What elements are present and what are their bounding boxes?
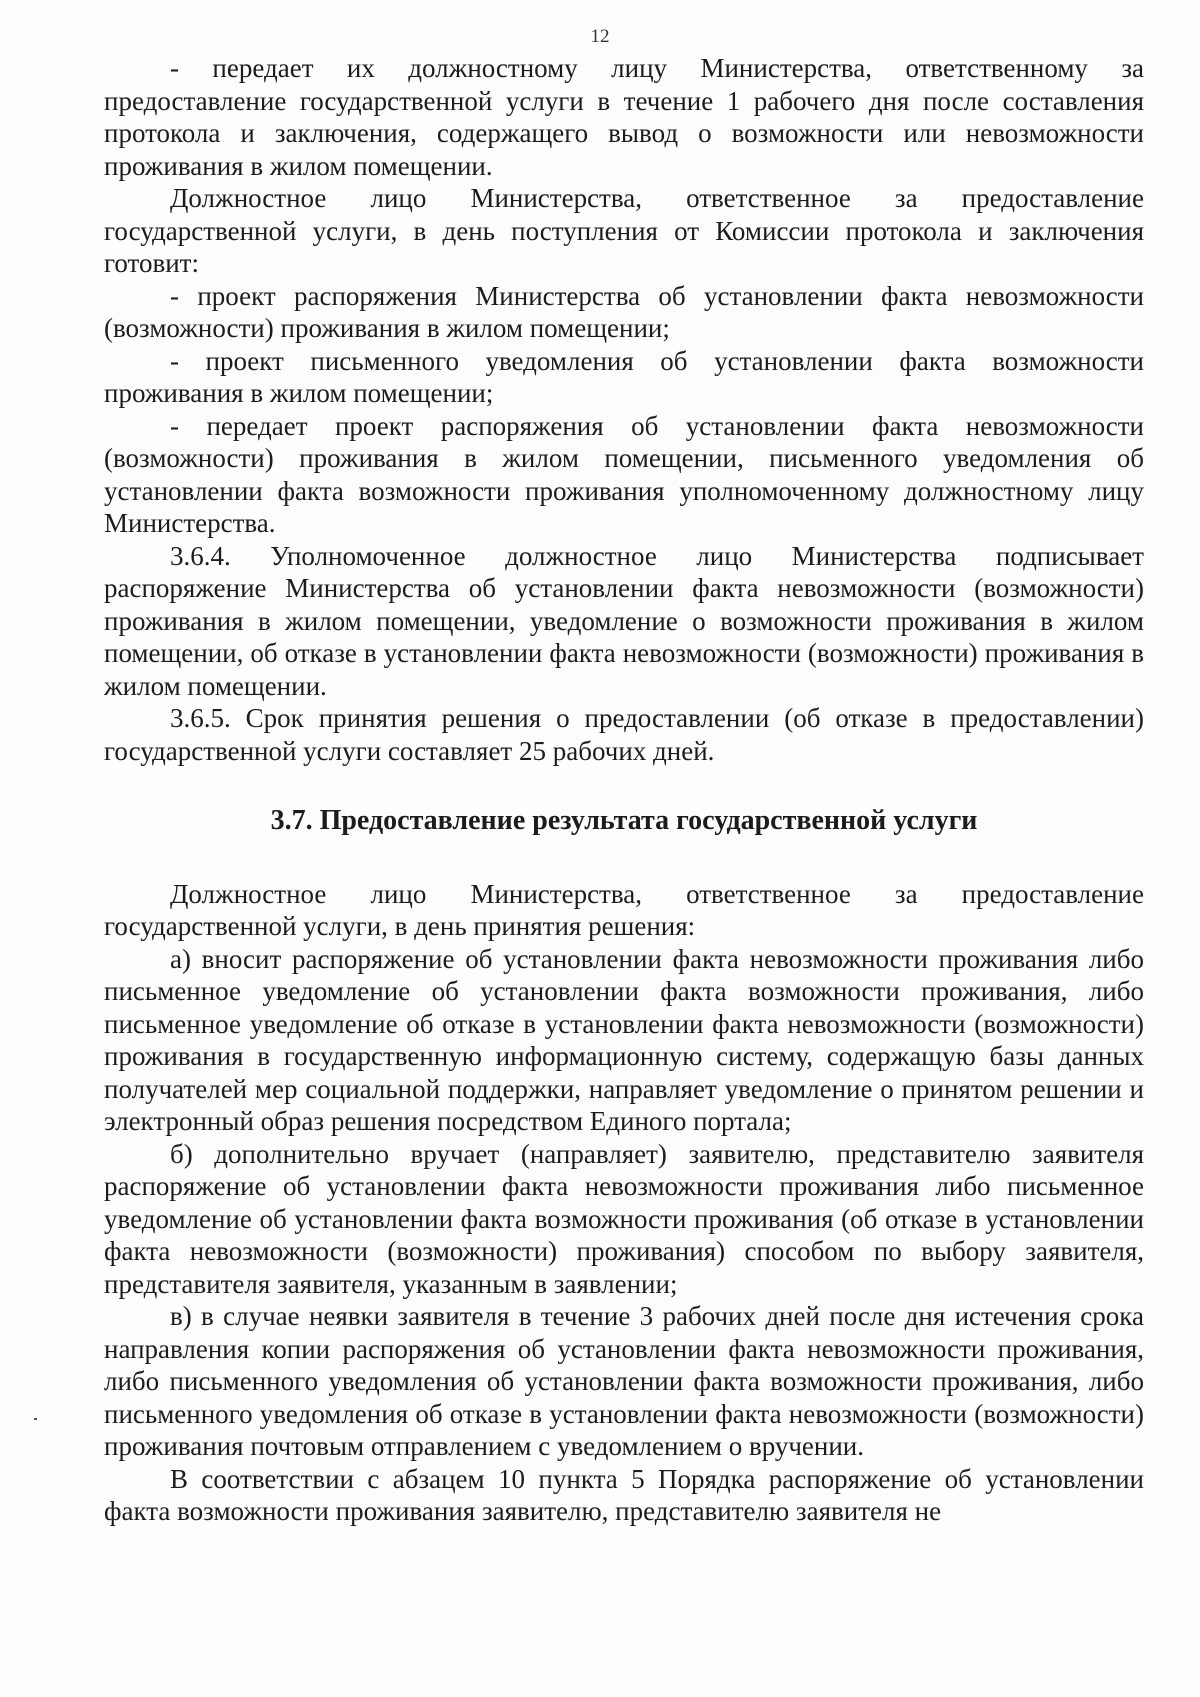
paragraph: - проект распоряжения Министерства об установлении факта невозможности (возможности) проживания в жилом помещении; [104, 280, 1144, 343]
section-heading: 3.7. Предоставление результата государственной услуги [270, 805, 978, 836]
paragraph: В соответствии с абзацем 10 пункта 5 Порядка распоряжение об установлении факта возможности проживания заявителю, представителю заявителя не [104, 1463, 1144, 1526]
document-body [104, 52, 1144, 1528]
paragraph: - передает их должностному лицу Министерства, ответственному за предоставление государственной услуги в течение 1 рабочего дня после составления протокола и заключения, содержащего вывод о возможности или невозможности проживания в жилом помещении. [104, 53, 1144, 181]
paragraph: Должностное лицо Министерства, ответственное за предоставление государственной услуги, в день принятия решения: [104, 878, 1144, 941]
scan-speck [34, 1418, 37, 1420]
paragraph: а) вносит распоряжение об установлении факта невозможности проживания либо письменное уведомление об установлении факта возможности проживания, либо письменное уведомление об отказе в установлении факта невозможности (возможности) проживания в государственную информационную систему, содержащую базы данных получателей мер социальной поддержки, направляет уведомление о принятом решении и электронный образ решения посредством Единого портала; [104, 943, 1144, 1136]
paragraph: - проект письменного уведомления об установлении факта возможности проживания в жилом помещении; [104, 345, 1144, 408]
paragraph: в) в случае неявки заявителя в течение 3 рабочих дней после дня истечения срока направления копии распоряжения об установлении факта невозможности проживания, либо письменного уведомления об установлении факта возможности проживания, либо письменного уведомления об отказе в установлении факта невозможности (возможности) проживания почтовым отправлением с уведомлением о вручении. [104, 1301, 1144, 1461]
paragraph: 3.6.5. Срок принятия решения о предоставлении (об отказе в предоставлении) государственной услуги составляет 25 рабочих дней. [104, 703, 1144, 766]
page-number: 12 [590, 26, 610, 47]
paragraph: Должностное лицо Министерства, ответственное за предоставление государственной услуги, в день поступления от Комиссии протокола и заключения готовит: [104, 183, 1144, 278]
paragraph: - передает проект распоряжения об установлении факта невозможности (возможности) проживания в жилом помещении, письменного уведомления об установлении факта возможности проживания уполномоченному должностному лицу Министерства. [104, 410, 1144, 538]
paragraph: 3.6.4. Уполномоченное должностное лицо Министерства подписывает распоряжение Министерства об установлении факта невозможности (возможности) проживания в жилом помещении, уведомление о возможности проживания в жилом помещении, об отказе в установлении факта невозможности (возможности) проживания в жилом помещении. [104, 540, 1144, 701]
paragraph: б) дополнительно вручает (направляет) заявителю, представителю заявителя распоряжение об установлении факта невозможности проживания либо письменное уведомление об установлении факта возможности проживания (об отказе в установлении факта невозможности (возможности) проживания) способом по выбору заявителя, представителя заявителя, указанным в заявлении; [104, 1138, 1144, 1299]
